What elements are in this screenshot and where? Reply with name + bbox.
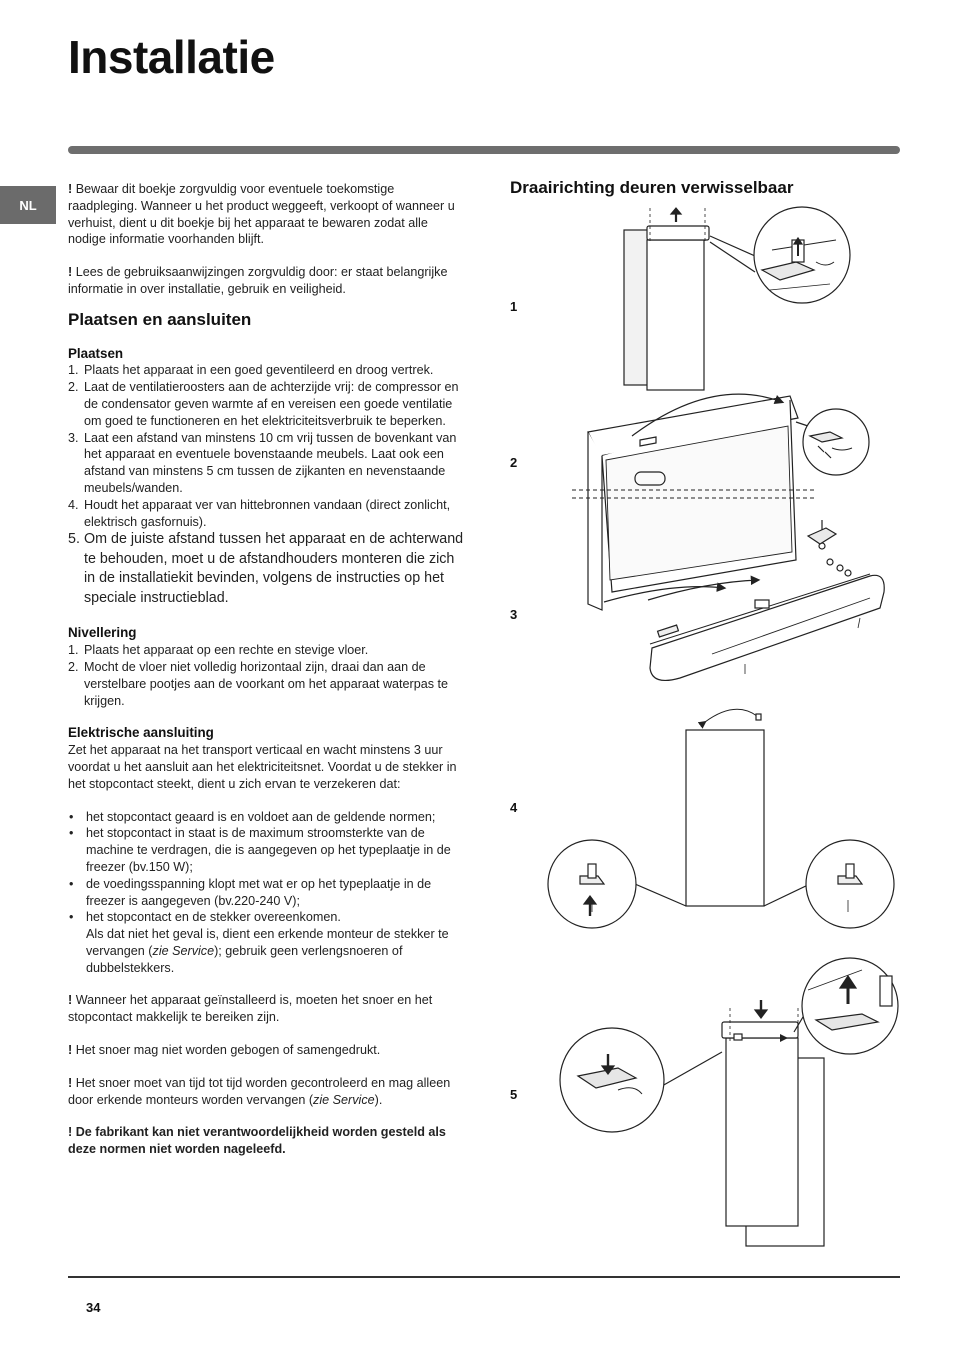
language-tab: NL [0, 186, 56, 224]
step-label-5: 5 [510, 1087, 518, 1102]
subheading-elektrisch: Elektrische aansluiting [68, 725, 214, 741]
list-item: • de voedingsspanning klopt met wat er op het typeplaatje in de freezer is aangegeven (bv.220-240 V); [68, 876, 464, 910]
step-1-figure [624, 207, 850, 390]
subheading-plaatsen: Plaatsen [68, 345, 124, 361]
intro-note-1 [68, 181, 464, 248]
list-item: • het stopcontact geaard is en voldoet aan de geldende normen; [68, 809, 464, 826]
warning-2: ! Het snoer mag niet worden gebogen of samengedrukt. [68, 1043, 381, 1058]
list-item: 3. Laat een afstand van minstens 10 cm vrij tussen de bovenkant van het apparaat en eventuele bovenstaande meubels. Laat ook een afstand van minstens 5 cm tussen de zijkanten en nevenstaande meubels/wanden. [68, 430, 457, 495]
step-label-3: 3 [510, 607, 518, 622]
list-item: 5. Om de juiste afstand tussen het apparaat en de achterwand te behouden, moet u de afstandhouders monteren die zich in de installatiekit bevinden, volgens de instructies op het speciale instructieblad. [68, 531, 464, 606]
list-item: 1. Plaats het apparaat op een rechte en stevige vloer. [68, 643, 369, 658]
step-4-figure [548, 709, 894, 928]
step-label-2: 2 [510, 455, 518, 470]
left-column [68, 181, 464, 1158]
step-5-figure [560, 958, 898, 1246]
arrow-down-icon [755, 1000, 767, 1018]
nivellering-list [68, 642, 464, 709]
warning-3: ! Het snoer moet van tijd tot tijd worden gecontroleerd en mag alleen door erkende monteurs worden vervangen (zie Service). [68, 1075, 451, 1107]
screw-icon [756, 714, 761, 720]
door-reversal-heading: Draairichting deuren verwisselbaar [510, 178, 794, 197]
note-text: Lees de gebruiksaanwijzingen zorgvuldig door: er staat belangrijke informatie in over installatie, gebruik en veiligheid. [68, 265, 448, 296]
plaatsen-list [68, 362, 464, 608]
title-divider [68, 146, 900, 154]
section-heading-place: Plaatsen en aansluiten [68, 309, 252, 329]
warning-4: ! De fabrikant kan niet verantwoordelijkheid worden gesteld als deze normen niet worden nageleefd. [68, 1125, 446, 1157]
door-reversal-diagram [540, 200, 910, 1260]
step-2-figure [572, 394, 869, 610]
step-label-4: 4 [510, 800, 518, 815]
arrow-up-icon [671, 208, 681, 222]
list-item: • het stopcontact en de stekker overeenkomen. Als dat niet het geval is, dient een erkende monteur de stekker te vervangen (zie Service); gebruik geen verlengsnoeren of dubbelstekkers. [68, 909, 464, 976]
list-item: • het stopcontact in staat is de maximum stroomsterkte van de machine te verdragen, die is aangegeven op het typeplaatje in de freezer (bv.150 W); [68, 825, 464, 875]
page-title: Installatie [68, 31, 275, 83]
list-item: 2. Mocht de vloer niet volledig horizontaal zijn, draai dan aan de verstelbare pootjes aan de voorkant om het apparaat waterpas te krijgen. [68, 659, 449, 708]
note-mark: ! [68, 265, 73, 280]
elektrisch-bullets [68, 809, 464, 977]
page-number: 34 [86, 1300, 101, 1315]
list-item: 2. Laat de ventilatieroosters aan de achterzijde vrij: de compressor en de condensator geven warmte af en vereisen een goede ventilatie om goed te functioneren en het elektriciteitsverbruik te beperken. [68, 380, 459, 428]
subheading-nivellering: Nivellering [68, 625, 137, 641]
list-item: 4. Houdt het apparaat ver van hittebronnen vandaan (direct zonlicht, elektrisch gasfornuis). [68, 497, 451, 529]
note-mark: ! [68, 182, 73, 196]
step-label-1: 1 [510, 299, 518, 314]
elektrisch-intro: Zet het apparaat na het transport verticaal en wacht minstens 3 uur voordat u het aansluit aan het elektriciteitsnet. Voordat u de stekker in het stopcontact steekt, dient u zich ervan te verzekeren dat: [68, 743, 457, 791]
footer-divider [68, 1276, 900, 1278]
warning-1: ! Wanneer het apparaat geïnstalleerd is, moeten het snoer en het stopcontact makkelijk te bereiken zijn. [68, 993, 433, 1025]
step-3-figure [604, 574, 884, 680]
intro-note-2 [68, 264, 464, 298]
list-item: 1. Plaats het apparaat in een goed geventileerd en droog vertrek. [68, 363, 434, 378]
note-text: Bewaar dit boekje zorgvuldig voor eventuele toekomstige raadpleging. Wanneer u het product weggeeft, verkoopt of wanneer u verhuist, dient u dit boekje bij het apparaat te bewaren zodat alle nodige informatie voorhanden blijft. [68, 182, 455, 247]
